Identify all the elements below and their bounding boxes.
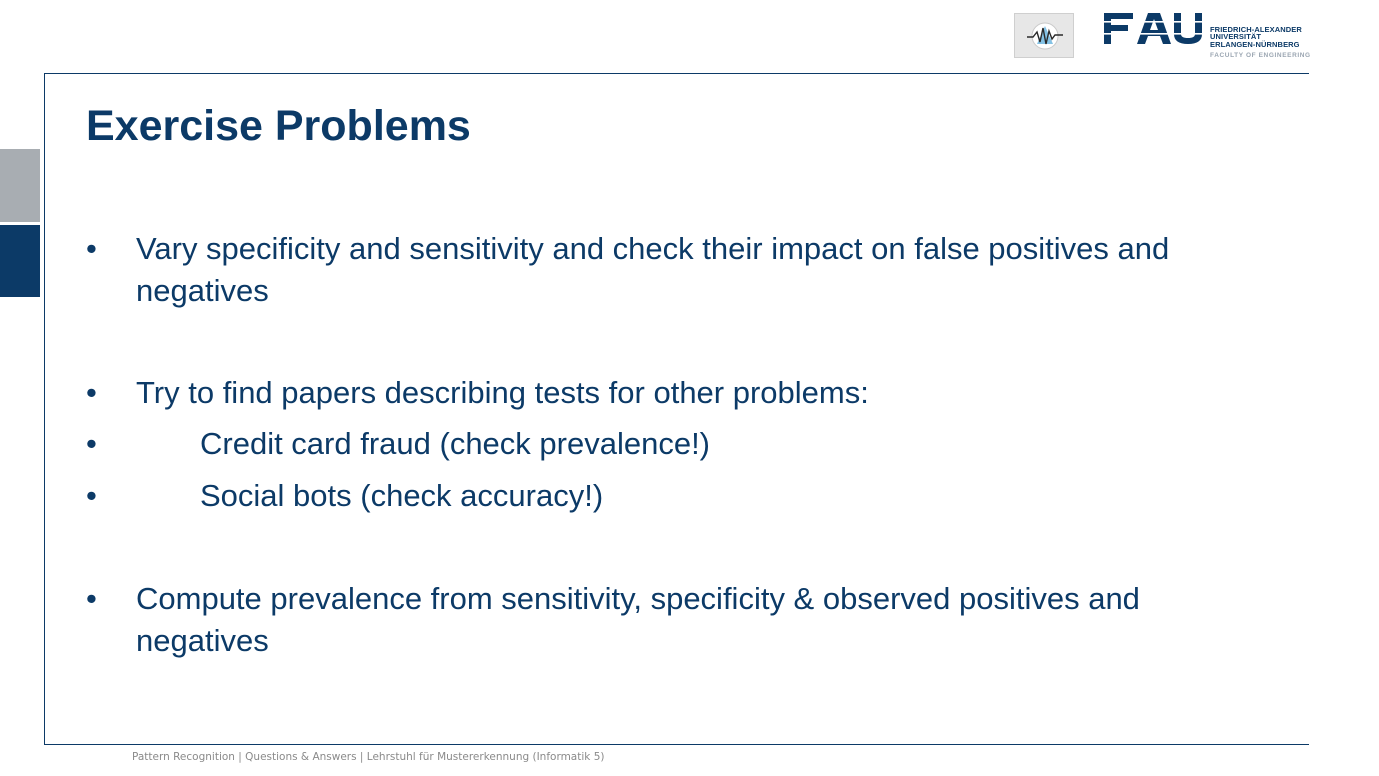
slide-frame-top-rule: [44, 73, 1309, 74]
slide-title: Exercise Problems: [86, 102, 471, 150]
fau-name-line: ERLANGEN-NÜRNBERG: [1210, 39, 1300, 49]
bullet-marker: •: [86, 581, 97, 616]
bullet-item: Social bots (check accuracy!): [200, 478, 604, 513]
slide-frame-left-rule: [44, 73, 45, 744]
fau-name-line: UNIVERSITÄT: [1210, 32, 1262, 42]
side-tab-grey: [0, 149, 40, 222]
fau-logo: [1104, 12, 1334, 62]
side-tab-blue: [0, 225, 40, 297]
lme-waveform-icon: [1023, 20, 1067, 52]
bullet-marker: •: [86, 375, 97, 410]
bullet-marker: •: [86, 426, 97, 461]
fau-wordmark-icon: [1104, 12, 1204, 46]
fau-name-line: FRIEDRICH-ALEXANDER: [1210, 25, 1302, 34]
slide-frame-bottom-rule: [44, 744, 1309, 745]
fau-faculty: FACULTY OF ENGINEERING: [1210, 52, 1311, 59]
lme-logo: [1014, 13, 1074, 58]
bullet-item: Try to find papers describing tests for other problems:: [136, 375, 869, 410]
slide-footer: Pattern Recognition | Questions & Answers | Lehrstuhl für Mustererkennung (Informatik 5): [132, 751, 605, 763]
bullet-item: Credit card fraud (check prevalence!): [200, 426, 711, 461]
bullet-item: Vary specificity and sensitivity and check their impact on false positives and negatives: [136, 231, 1170, 308]
bullet-marker: •: [86, 478, 97, 513]
bullet-marker: •: [86, 231, 97, 266]
bullet-item: Compute prevalence from sensitivity, specificity & observed positives and negatives: [136, 581, 1140, 658]
fau-name: [1210, 26, 1302, 48]
